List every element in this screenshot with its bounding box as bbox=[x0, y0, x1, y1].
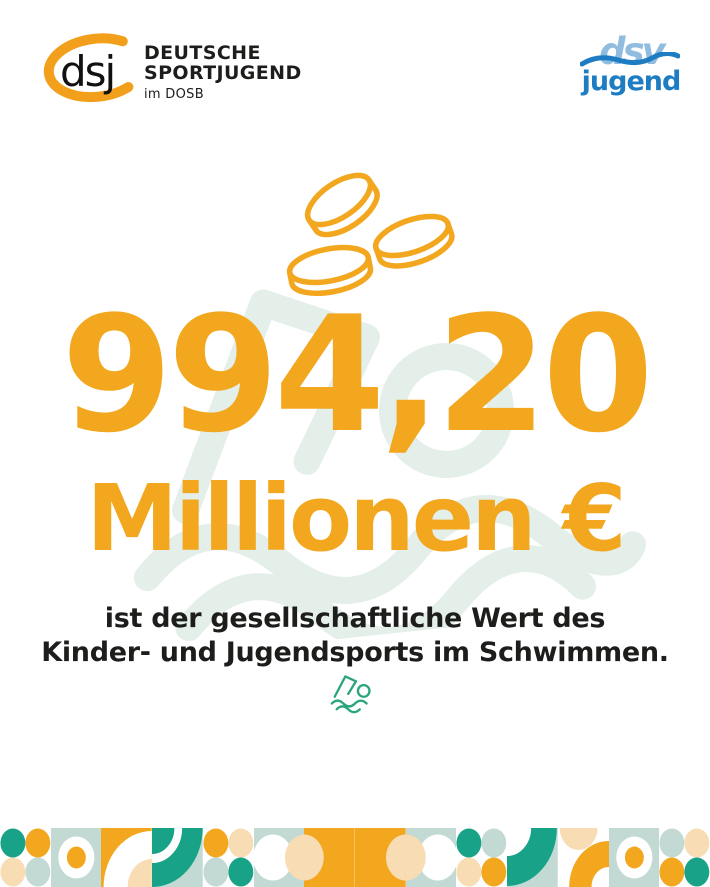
pattern-tile-circles bbox=[456, 828, 507, 887]
statistic-caption bbox=[0, 602, 710, 670]
pattern-tile-quarters bbox=[558, 828, 609, 887]
pattern-tile-bullseye bbox=[51, 828, 102, 887]
pattern-tile-halfmoon bbox=[406, 828, 457, 887]
footer-pattern-strip bbox=[0, 828, 710, 887]
dsj-logo-mark bbox=[34, 30, 142, 114]
pattern-tile-arc bbox=[152, 828, 203, 887]
caption-line1: ist der gesellschaftliche Wert des bbox=[104, 603, 606, 634]
dsj-logo bbox=[34, 30, 302, 114]
caption-line2: Kinder- und Jugendsports im Schwimmen. bbox=[41, 636, 669, 668]
dsj-name-line2: SPORTJUGEND bbox=[144, 62, 302, 84]
dsj-name-line1: DEUTSCHE bbox=[144, 42, 261, 65]
dsv-jugend-label: jugend bbox=[581, 66, 681, 97]
pattern-tile-quarter bbox=[101, 828, 152, 887]
statistic-unit: Millionen € bbox=[86, 465, 624, 572]
pattern-tile-circles bbox=[0, 828, 51, 887]
pattern-tile-arc bbox=[507, 828, 558, 887]
pattern-tile-circles bbox=[659, 828, 710, 887]
pattern-tile-bullseye bbox=[609, 828, 660, 887]
coins-icon bbox=[281, 152, 465, 298]
pattern-tile-halfmoon bbox=[304, 828, 355, 887]
dsj-logo-text bbox=[144, 44, 302, 102]
swimmer-icon bbox=[326, 664, 384, 714]
pattern-tile-circles bbox=[203, 828, 254, 887]
dsj-subline: im DOSB bbox=[144, 86, 204, 102]
pattern-tile-halfmoon bbox=[355, 828, 406, 887]
dsv-wave-icon bbox=[580, 52, 680, 68]
statistic-value: 994,20 bbox=[61, 281, 649, 468]
dsj-abbr-glyphs: dsj bbox=[60, 47, 115, 96]
dsv-abbr: dsv bbox=[599, 30, 663, 73]
dsv-jugend-logo bbox=[576, 30, 686, 97]
pattern-tile-halfmoon bbox=[254, 828, 305, 887]
